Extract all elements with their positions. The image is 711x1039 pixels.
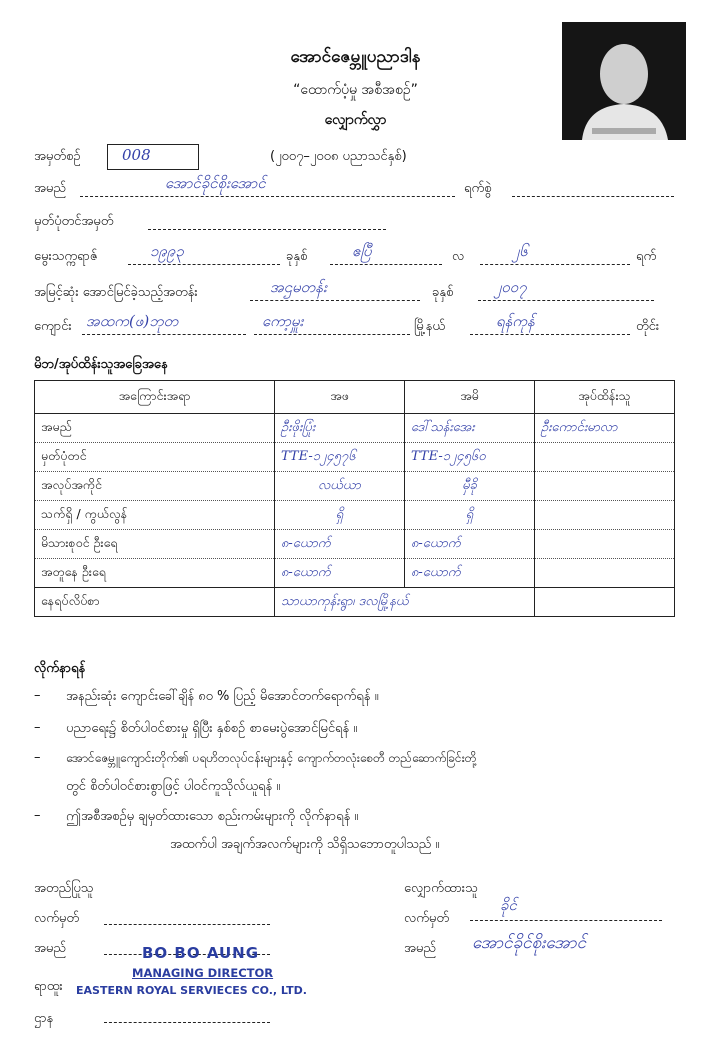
certify-text: အထက်ပါ အချက်အလက်များကို သိရှိသဘောတူပါသည် ။	[170, 837, 440, 852]
grade-value: အဌမတန်း	[270, 278, 327, 296]
race-line[interactable]	[512, 196, 674, 197]
father-cell[interactable]: လယ်ယာ	[275, 472, 405, 501]
father-cell[interactable]: TTE-၁၂၄၅၇၆	[275, 443, 405, 472]
reg-value: 008	[122, 146, 151, 164]
applicant-title: လျှောက်ထားသူ	[404, 881, 478, 896]
pass-year-value: ၂၀၀၇	[494, 278, 527, 296]
guardian-cell[interactable]	[535, 472, 675, 501]
dob-day-line[interactable]	[480, 264, 630, 265]
col-guardian: အုပ်ထိန်းသူ	[535, 381, 675, 414]
stamp-title: MANAGING DIRECTOR	[132, 966, 274, 980]
name-label: အမည်	[34, 181, 66, 196]
reg-box[interactable]	[107, 144, 199, 170]
row-label: အတူနေ ဦးရေ	[35, 559, 275, 588]
bullet: –	[34, 750, 41, 765]
row-label: မှတ်ပုံတင်	[35, 443, 275, 472]
mother-cell[interactable]: ၈-ယောက်	[405, 559, 535, 588]
grade-label: အမြင့်ဆုံး အောင်မြင်ခဲ့သည့်အတန်း	[34, 285, 198, 300]
dob-month-label: လ	[452, 249, 465, 264]
township-value: ကော့မှူး	[262, 312, 304, 330]
form-title: အောင်ဇေမ္ဘူပညာဒါန	[290, 47, 421, 67]
school-label: ကျောင်း	[34, 319, 72, 334]
school-value: အထက(ဖ)ဘုတ	[86, 312, 179, 330]
row-label: သက်ရှိ / ကွယ်လွန်	[35, 501, 275, 530]
approver-sign-label: လက်မှတ်	[34, 911, 79, 926]
requirement-item: အောင်ဇေမ္ဘူကျောင်းတိုက်၏ ပရဟိတလုပ်ငန်းများနှင့် ကျောက်တလုံးစေတီ တည်ဆောက်ခြင်းတို့	[66, 751, 477, 765]
father-cell[interactable]: ရှိ	[275, 501, 405, 530]
table-row	[35, 501, 675, 530]
dob-day: ၂၆	[512, 242, 528, 260]
applicant-name-sign: အောင်ခိုင်စိုးအောင်	[472, 933, 587, 953]
father-cell[interactable]: ၈-ယောက်	[275, 530, 405, 559]
bullet: –	[34, 808, 41, 823]
family-section-title: မိဘ/အုပ်ထိန်းသူအခြေအနေ	[34, 357, 168, 372]
col-mother: အမိ	[405, 381, 535, 414]
reg-label: အမှတ်စဉ်	[34, 149, 81, 164]
stamp-name: BO BO AUNG	[142, 944, 260, 962]
dob-month: ဧပြီ	[352, 242, 372, 260]
bullet: –	[34, 720, 41, 735]
mother-cell[interactable]: ဒေါ်သန်းအေး	[405, 414, 535, 443]
form-name: လျှောက်လွှာ	[324, 112, 387, 128]
form-subtitle: “ထောက်ပံ့မှု အစီအစဉ်”	[293, 82, 418, 98]
applicant-name-label: အမည်	[404, 941, 436, 956]
guardian-cell[interactable]: ဦးကောင်းမာလာ	[535, 414, 675, 443]
region-line[interactable]	[470, 334, 630, 335]
mother-cell[interactable]: ရှိ	[405, 501, 535, 530]
guardian-cell[interactable]	[535, 501, 675, 530]
pass-year-label: ခုနှစ်	[432, 285, 454, 300]
row-label: အမည်	[35, 414, 275, 443]
approver-title: အတည်ပြုသူ	[34, 881, 94, 896]
table-row	[35, 414, 675, 443]
row-label: အလုပ်အကိုင်	[35, 472, 275, 501]
dob-label: မွေးသက္ကရာဇ်	[34, 249, 98, 264]
guardian-cell[interactable]	[535, 588, 675, 617]
mother-cell[interactable]: TTE-၁၂၄၅၆၀	[405, 443, 535, 472]
stamp-company: EASTERN ROYAL SERVIECES CO., LTD.	[76, 984, 307, 997]
requirement-item: ဤအစီအစဉ်မှ ချမှတ်ထားသော စည်းကမ်းများကို လိုက်နာရန် ။	[66, 809, 359, 824]
table-row	[35, 443, 675, 472]
dob-day-label: ရက်	[636, 249, 657, 264]
nrc-label: မှတ်ပုံတင်အမှတ်	[34, 214, 114, 229]
applicant-signature: ခိုင်	[500, 896, 517, 914]
approver-dept-line[interactable]	[104, 1022, 270, 1023]
col-topic: အကြောင်းအရာ	[35, 381, 275, 414]
guardian-cell[interactable]	[535, 559, 675, 588]
table-row	[35, 530, 675, 559]
requirement-item: ပညာရေး၌ စိတ်ပါဝင်စားမှု ရှိပြီး နှစ်စဉ် စာမေးပွဲအောင်မြင်ရန် ။	[66, 721, 358, 736]
table-row	[35, 588, 675, 617]
requirement-item: အနည်းဆုံး ကျောင်းခေါ်ချိန် ၈၀ % ပြည့် မိအောင်တက်ရောက်ရန် ။	[66, 689, 379, 704]
requirement-item-cont: တွင် စိတ်ပါဝင်စားစွာဖြင့် ပါဝင်ကူသိုလ်ယူရန် ။	[66, 779, 281, 794]
table-row	[35, 559, 675, 588]
applicant-sign-line[interactable]	[470, 920, 662, 921]
row-label: နေရပ်လိပ်စာ	[35, 588, 275, 617]
region-label: တိုင်း	[636, 319, 660, 334]
dob-month-line[interactable]	[330, 264, 442, 265]
name-line[interactable]	[80, 196, 455, 197]
name-value: အောင်ခိုင်စိုးအောင်	[165, 174, 266, 192]
approver-sign-line[interactable]	[104, 924, 270, 925]
applicant-sign-label: လက်မှတ်	[404, 911, 449, 926]
dob-year-line[interactable]	[128, 264, 280, 265]
col-father: အဖ	[275, 381, 405, 414]
grade-line[interactable]	[250, 300, 420, 301]
race-label: ရက်စွဲ	[464, 181, 492, 196]
pass-year-line[interactable]	[478, 300, 654, 301]
table-header-row	[35, 381, 675, 414]
family-table	[34, 380, 675, 617]
approver-name-label: အမည်	[34, 941, 66, 956]
father-cell[interactable]: ၈-ယောက်	[275, 559, 405, 588]
guardian-cell[interactable]	[535, 530, 675, 559]
approver-dept-label: ဌာန	[34, 1011, 54, 1026]
academic-year: (၂၀၀၇–၂၀၀၈ ပညာသင်နှစ်)	[270, 149, 407, 164]
region-value: ရန်ကုန်	[496, 312, 535, 330]
address-cell[interactable]: သာယာကုန်းရွာ၊ ဒလမြို့နယ်	[275, 588, 535, 617]
father-cell[interactable]: ဦးဖိုးပြုံး	[275, 414, 405, 443]
mother-cell[interactable]: မှီခို	[405, 472, 535, 501]
dob-year-label: ခုနှစ်	[286, 249, 308, 264]
mother-cell[interactable]: ၈-ယောက်	[405, 530, 535, 559]
school-line[interactable]	[82, 334, 246, 335]
nrc-line[interactable]	[148, 229, 386, 230]
guardian-cell[interactable]	[535, 443, 675, 472]
bullet: –	[34, 688, 41, 703]
township-label: မြို့နယ်	[414, 319, 445, 334]
approver-position-label: ရာထူး	[34, 979, 63, 994]
requirements-title: လိုက်နာရန်	[34, 661, 86, 676]
table-row	[35, 472, 675, 501]
dob-year: ၁၉၉၃	[150, 242, 184, 260]
row-label: မိသားစုဝင် ဦးရေ	[35, 530, 275, 559]
township-line[interactable]	[254, 334, 410, 335]
